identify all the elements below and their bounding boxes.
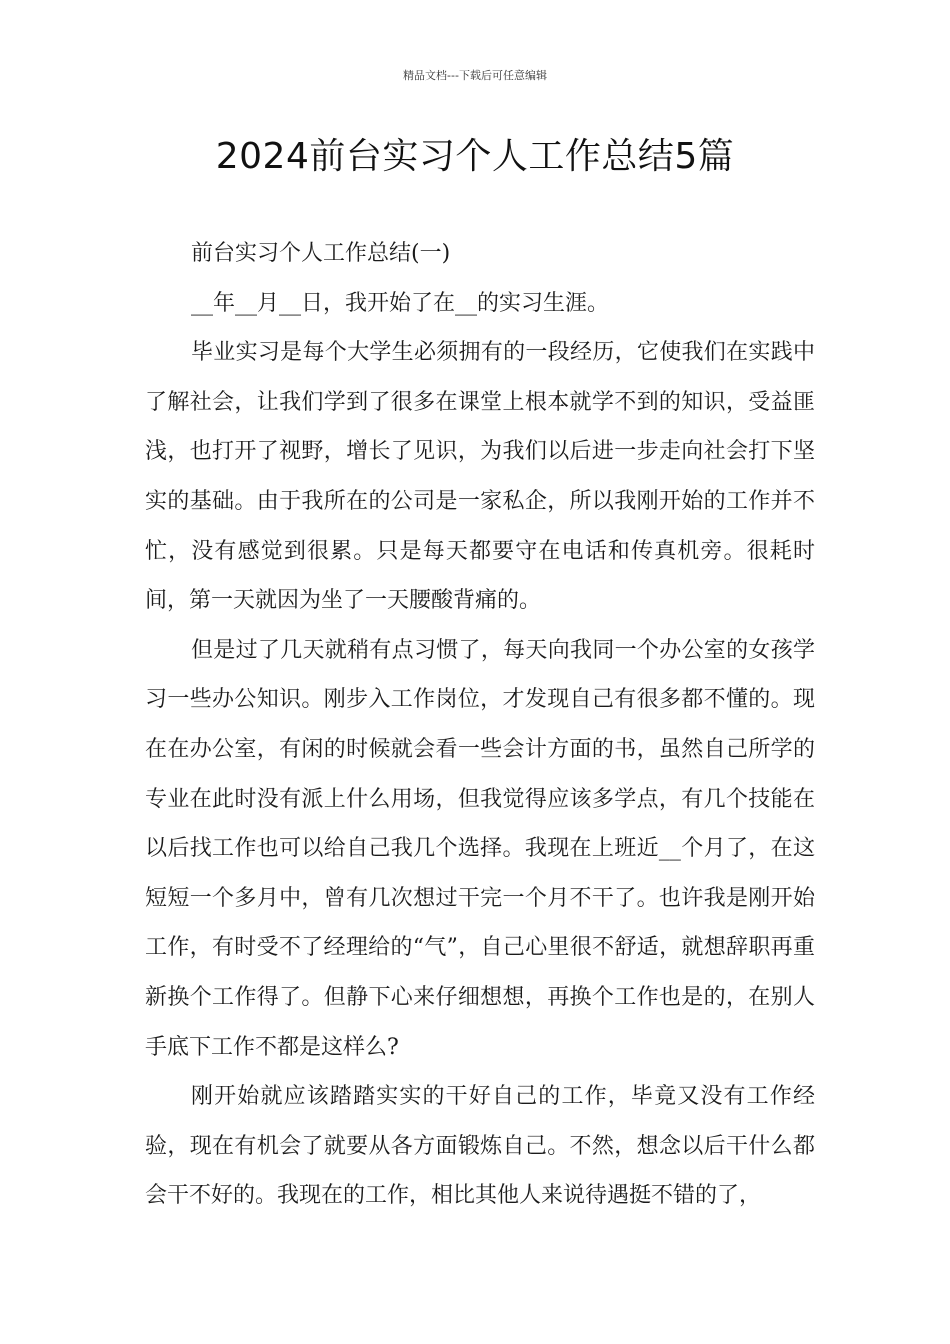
paragraph: 刚开始就应该踏踏实实的干好自己的工作，毕竟又没有工作经验，现在有机会了就要从各方面锻炼自己。不然，想念以后干什么都会干不好的。我现在的工作，相比其他人来说待遇挺不错的了，	[145, 1084, 815, 1209]
document-title: 2024前台实习个人工作总结5篇	[215, 136, 735, 177]
section-heading: 前台实习个人工作总结(一)	[191, 241, 451, 266]
document-body	[145, 229, 815, 1221]
paragraph: 但是过了几天就稍有点习惯了，每天向我同一个办公室的女孩学习一些办公知识。刚步入工作岗位，才发现自己有很多都不懂的。现在在办公室，有闲的时候就会看一些会计方面的书，虽然自己所学的专业在此时没有派上什么用场，但我觉得应该多学点，有几个技能在以后找工作也可以给自己我几个选择。我现在上班近__个月了，在这短短一个多月中，曾有几次想过干完一个月不干了。也许我是刚开始工作，有时受不了经理给的“气”，自己心里很不舒适，就想辞职再重新换个工作得了。但静下心来仔细想想，再换个工作也是的，在别人手底下工作不都是这样么?	[145, 637, 815, 1060]
header-note: 精品文档---下载后可任意编辑	[403, 69, 547, 82]
paragraph: __年__月__日，我开始了在__的实习生涯。	[191, 290, 610, 316]
paragraph: 毕业实习是每个大学生必须拥有的一段经历，它使我们在实践中了解社会，让我们学到了很多在课堂上根本就学不到的知识，受益匪浅，也打开了视野，增长了见识，为我们以后进一步走向社会打下坚实的基础。由于我所在的公司是一家私企，所以我刚开始的工作并不忙，没有感觉到很累。只是每天都要守在电话和传真机旁。很耗时间，第一天就因为坐了一天腰酸背痛的。	[145, 340, 815, 614]
